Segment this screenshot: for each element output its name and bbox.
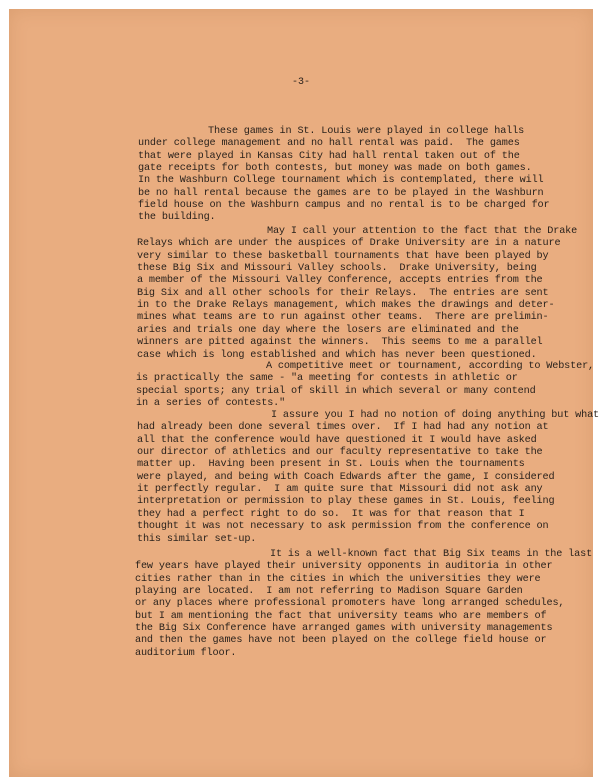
text-line: It is a well-known fact that Big Six teams in the last — [270, 549, 593, 560]
text-line: field house on the Washburn campus and no rental is to be charged for — [138, 200, 550, 212]
text-line: interpretation or permission to play these games in St. Louis, feeling — [137, 496, 555, 508]
text-line: mines what teams are to run against other teams. There are prelimin- — [137, 312, 549, 324]
text-line: the Big Six Conference have arranged games with university managements — [135, 623, 553, 635]
text-line: In the Washburn College tournament which is contemplated, there will — [138, 175, 544, 187]
text-line: auditorium floor. — [135, 647, 237, 659]
text-line: it perfectly regular. I am quite sure that Missouri did not ask any — [137, 484, 543, 496]
text-line: but I am mentioning the fact that university teams who are members of — [135, 610, 547, 622]
text-line: our director of athletics and our faculty representative to take the — [137, 447, 543, 459]
text-line: Big Six and all other schools for their Relays. The entries are sent — [137, 287, 549, 299]
text-line: Relays which are under the auspices of Drake University are in a nature — [137, 238, 561, 250]
text-line: under college management and no hall rental was paid. The games — [138, 138, 520, 150]
text-line: May I call your attention to the fact that the Drake — [267, 226, 578, 237]
text-line: winners are pitted against the winners. This seems to me a parallel — [137, 337, 543, 349]
text-line: aries and trials one day where the losers are eliminated and the — [137, 324, 519, 336]
text-line: gate receipts for both contests, but money was made on both games. — [138, 163, 532, 175]
text-line: and then the games have not been played on the college field house or — [135, 635, 547, 647]
text-line: in to the Drake Relays management, which makes the drawings and deter- — [137, 300, 555, 312]
text-line: special sports; any trial of skill in which several or many contend — [136, 385, 536, 397]
text-line: These games in St. Louis were played in college halls — [208, 126, 525, 137]
text-line: be no hall rental because the games are to be played in the Washburn — [138, 187, 544, 199]
text-line: few years have played their university opponents in auditoria in other — [135, 561, 553, 573]
text-line: these Big Six and Missouri Valley schools. Drake University, being — [137, 263, 537, 275]
text-line: had already been done several times over. If I had had any notion at — [137, 422, 549, 434]
page-number: -3- — [291, 77, 310, 88]
text-line: playing are located. I am not referring to Madison Square Garden — [135, 586, 523, 598]
text-line: or any places where professional promoters have long arranged schedules, — [135, 598, 565, 610]
text-line: thought it was not necessary to ask permission from the conference on — [137, 521, 549, 533]
text-line: cities rather than in the cities in which the universities they were — [135, 573, 541, 585]
text-line: in a series of contests." — [136, 398, 286, 410]
text-line: this similar set-up. — [137, 533, 257, 545]
text-line: is practically the same - "a meeting for contests in athletic or — [136, 373, 518, 385]
document-sheet — [9, 9, 599, 777]
text-line: matter up. Having been present in St. Louis when the tournaments — [137, 459, 525, 471]
text-line: the building. — [138, 212, 216, 224]
text-line: case which is long established and which has never been questioned. — [137, 349, 537, 361]
text-line: a member of the Missouri Valley Conference, accepts entries from the — [137, 275, 543, 287]
text-line: that were played in Kansas City had hall rental taken out of the — [138, 150, 520, 162]
text-line: very similar to these basketball tournaments that have been played by — [137, 250, 549, 262]
text-line: all that the conference would have questioned it I would have asked — [137, 434, 537, 446]
text-line: were played, and being with Coach Edwards after the game, I considered — [137, 471, 555, 483]
text-line: they had a perfect right to do so. It was for that reason that I — [137, 508, 525, 520]
text-line: A competitive meet or tournament, according to Webster, — [266, 361, 594, 372]
text-line: I assure you I had no notion of doing anything but what — [271, 410, 599, 421]
